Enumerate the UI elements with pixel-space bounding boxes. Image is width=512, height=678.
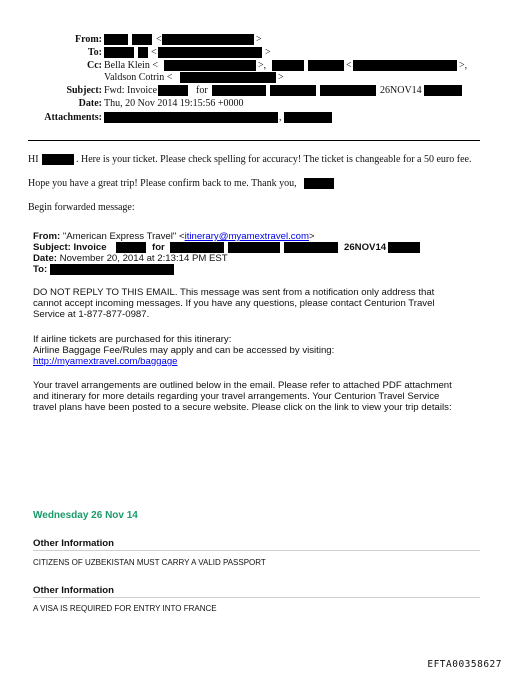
section-body: CITIZENS OF UZBEKISTAN MUST CARRY A VALID PASSPORT (33, 558, 266, 567)
subject-prefix: Fwd: Invoice (104, 85, 158, 96)
fwd-date-label: Date: (33, 253, 57, 264)
greeting: HI (28, 154, 39, 165)
date-label: Date: (78, 98, 102, 109)
attachments-label: Attachments: (44, 112, 102, 123)
fwd-from-close: > (308, 231, 315, 242)
redaction-block (104, 47, 134, 58)
fwd-from-email-link[interactable]: itinerary@myamextravel.com (184, 231, 309, 242)
redaction-block (353, 60, 457, 71)
redaction-block (164, 60, 256, 71)
redaction-block (116, 242, 146, 253)
subject-date: 26NOV14 (380, 85, 422, 96)
redaction-block (388, 242, 420, 253)
fwd-subject-date: 26NOV14 (344, 242, 387, 253)
fwd-subject-label: Subject: Invoice (33, 242, 107, 253)
redaction-block (270, 85, 316, 96)
redaction-block (132, 34, 152, 45)
cc-sep: >, (258, 60, 267, 71)
redaction-block (104, 112, 278, 123)
redaction-block (284, 112, 332, 123)
fwd-to-line (33, 264, 47, 275)
section-divider (33, 597, 480, 598)
message-line-2: Hope you have a great trip! Please confirm back to me. Thank you, (28, 178, 297, 189)
from-open-bracket: < (156, 34, 162, 45)
message-line-3: Begin forwarded message: (28, 202, 135, 213)
to-close-bracket: > (265, 47, 271, 58)
redaction-block (158, 85, 188, 96)
subject-for: for (196, 85, 208, 96)
fwd-from-label: From: (33, 231, 61, 242)
cc-label: Cc: (87, 60, 102, 71)
cc-name-bella: Bella Klein < (104, 60, 158, 71)
cc-close-bracket: >, (459, 60, 468, 71)
fwd-para3-line1: Your travel arrangements are outlined below in the email. Please refer to attached PDF attachment (33, 380, 452, 391)
redaction-block (158, 47, 262, 58)
fwd-para1-line3: Service at 1-877-877-0987. (33, 309, 150, 320)
fwd-to-label: To: (33, 264, 48, 275)
redaction-block (424, 85, 462, 96)
itinerary-day-heading: Wednesday 26 Nov 14 (33, 510, 138, 521)
fwd-para2-line1: If airline tickets are purchased for this itinerary: (33, 334, 232, 345)
from-label: From: (74, 34, 102, 45)
redaction-block (228, 242, 280, 253)
redaction-block (104, 34, 128, 45)
fwd-date-value: November 20, 2014 at 2:13:14 PM EST (59, 253, 228, 264)
date-value: Thu, 20 Nov 2014 19:15:56 +0000 (104, 98, 244, 109)
fwd-para1-line1: DO NOT REPLY TO THIS EMAIL. This message was sent from a notification only address that (33, 287, 435, 298)
section-title: Other Information (33, 585, 115, 596)
section-body: A VISA IS REQUIRED FOR ENTRY INTO FRANCE (33, 604, 217, 613)
attachments-sep: , (279, 112, 282, 123)
header-divider (28, 140, 480, 141)
redaction-block (320, 85, 376, 96)
section-divider (33, 550, 480, 551)
document-id: EFTA00358627 (427, 659, 502, 670)
cc-name-valdson: Valdson Cotrin < (104, 72, 173, 83)
fwd-date-line (33, 253, 228, 264)
cc-close-bracket: > (278, 72, 284, 83)
redaction-block (284, 242, 338, 253)
to-open-bracket: < (151, 47, 157, 58)
redaction-block (42, 154, 74, 165)
redaction-block (50, 264, 174, 275)
fwd-para3-line2: and itinerary for more details regarding your travel arrangements. Your Centurion Travel Service (33, 391, 440, 402)
fwd-from-line (33, 231, 315, 242)
redaction-block (272, 60, 304, 71)
fwd-subject-for: for (152, 242, 165, 253)
to-label: To: (87, 47, 102, 58)
fwd-para1-line2: cannot accept incoming messages. If you have any questions, please contact Centurion Travel (33, 298, 435, 309)
baggage-link[interactable]: http://myamextravel.com/baggage (33, 356, 178, 367)
redaction-block (170, 242, 224, 253)
fwd-subject-line (33, 242, 107, 253)
fwd-para2-line2: Airline Baggage Fee/Rules may apply and can be accessed by visiting: (33, 345, 335, 356)
redaction-block (212, 85, 266, 96)
redaction-block (304, 178, 334, 189)
section-title: Other Information (33, 538, 115, 549)
cc-open-bracket: < (346, 60, 352, 71)
redaction-block (180, 72, 276, 83)
message-line-1: . Here is your ticket. Please check spelling for accuracy! The ticket is changeable for a 50 euro fee. (76, 154, 472, 165)
redaction-block (138, 47, 148, 58)
fwd-para3-line3: travel plans have been posted to a secure website. Please click on the link to view your trip details: (33, 402, 452, 413)
redaction-block (162, 34, 254, 45)
from-close-bracket: > (256, 34, 262, 45)
redaction-block (308, 60, 344, 71)
fwd-from-name: "American Express Travel" < (62, 231, 185, 242)
subject-label: Subject: (66, 85, 102, 96)
